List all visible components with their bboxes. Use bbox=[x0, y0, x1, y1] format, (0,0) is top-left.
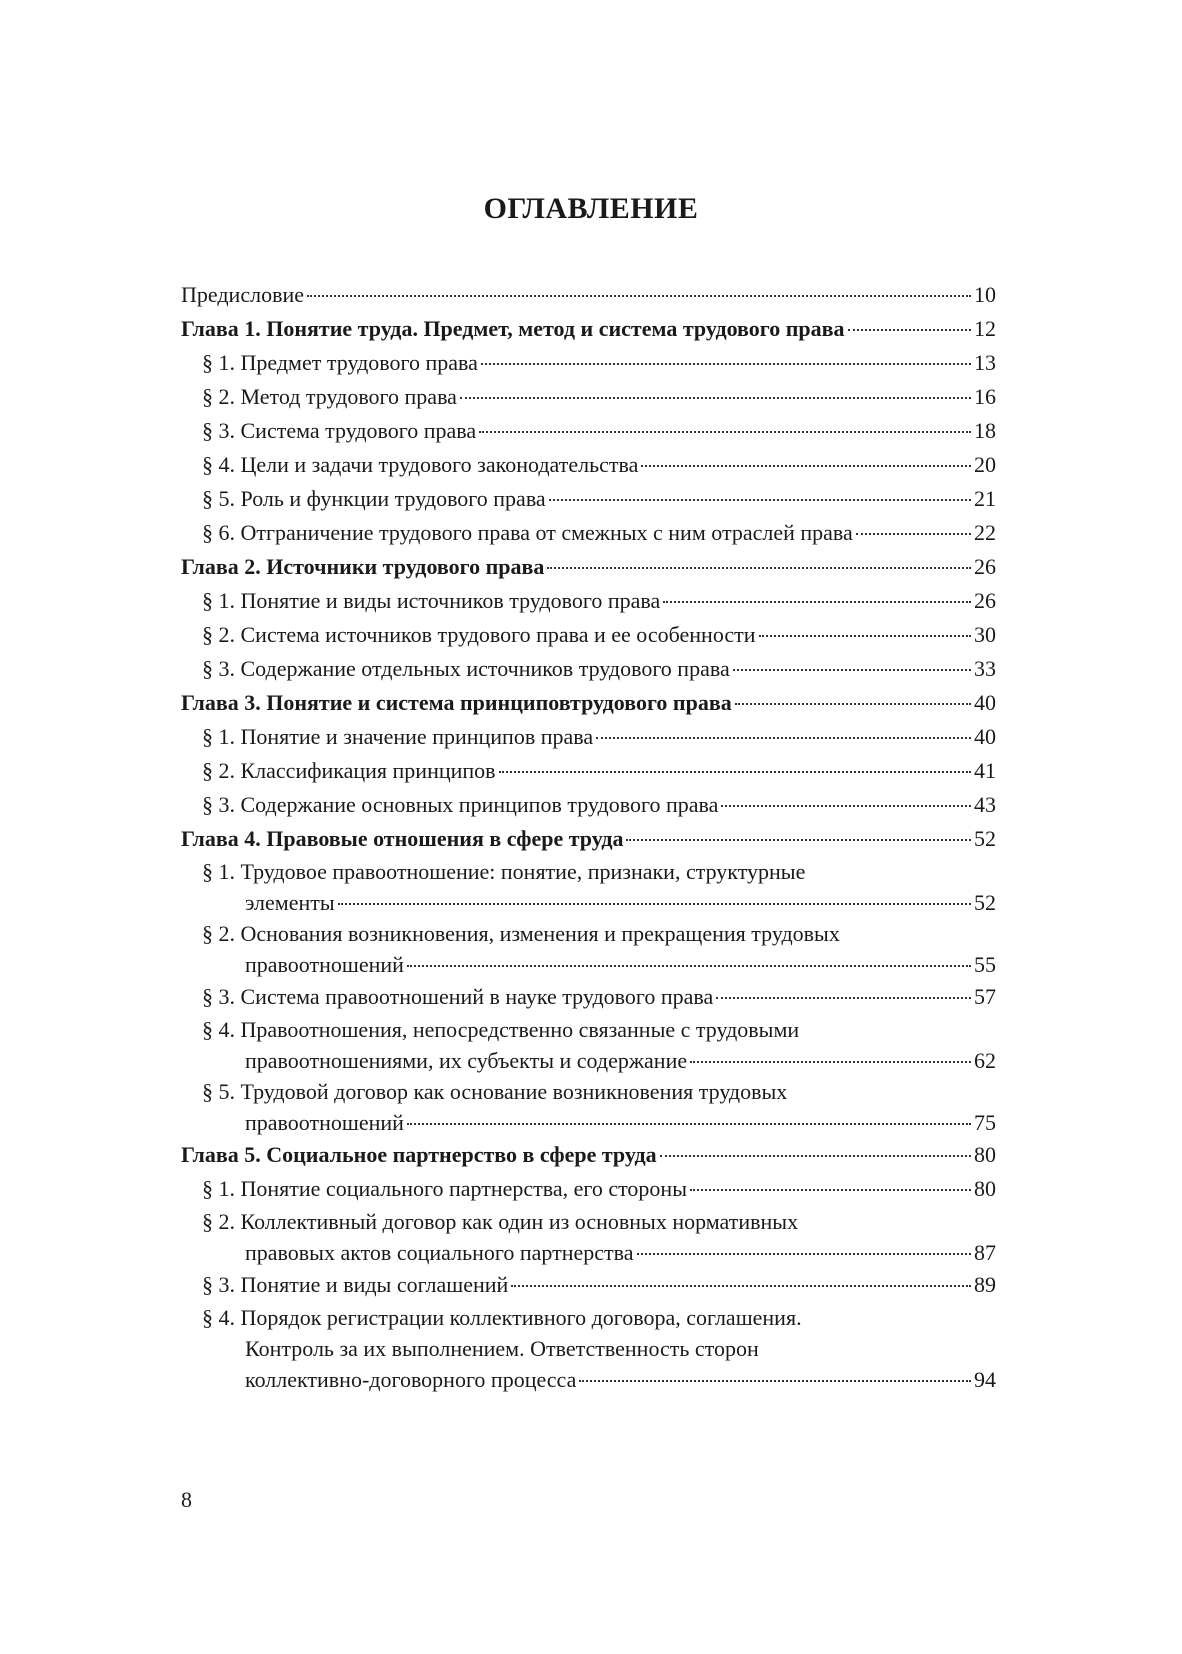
toc-section[interactable] bbox=[181, 1206, 996, 1268]
toc-section[interactable] bbox=[181, 754, 996, 788]
toc-entry-page: 52 bbox=[974, 890, 996, 915]
dot-leader bbox=[660, 1155, 971, 1157]
page-number: 8 bbox=[181, 1487, 192, 1512]
toc-section[interactable] bbox=[181, 346, 996, 380]
toc-entry-title: § 2. Классификация принципов bbox=[202, 758, 496, 783]
toc-entry-page: 80 bbox=[974, 1176, 996, 1201]
toc-entry-page: 22 bbox=[974, 520, 996, 545]
toc-entry-title-line: § 1. Трудовое правоотношение: понятие, признаки, структурные bbox=[202, 859, 806, 884]
toc-entry-page: 12 bbox=[974, 316, 996, 341]
toc-chapter-1[interactable] bbox=[181, 312, 996, 346]
toc-entry-title: элементы bbox=[245, 890, 335, 915]
toc-entry-title: правоотношениями, их субъекты и содержание bbox=[245, 1048, 688, 1073]
toc-entry-page: 87 bbox=[974, 1240, 996, 1265]
toc-entry-title: Глава 4. Правовые отношения в сфере труда bbox=[181, 826, 624, 851]
toc-entry-title: § 1. Понятие и значение принципов права bbox=[202, 724, 594, 749]
dot-leader bbox=[499, 771, 971, 773]
toc-section[interactable] bbox=[181, 516, 996, 550]
toc-entry-title: § 4. Цели и задачи трудового законодательства bbox=[202, 452, 639, 477]
dot-leader bbox=[848, 329, 971, 331]
toc-entry-page: 20 bbox=[974, 452, 996, 477]
dot-leader bbox=[511, 1285, 971, 1287]
toc-entry-page: 41 bbox=[974, 758, 996, 783]
dot-leader bbox=[759, 635, 971, 637]
toc-entry-page: 89 bbox=[974, 1272, 996, 1297]
toc-entry-title: § 3. Система правоотношений в науке трудового права bbox=[202, 984, 714, 1009]
toc-chapter-5[interactable] bbox=[181, 1138, 996, 1172]
toc-section[interactable] bbox=[181, 1014, 996, 1076]
dot-leader bbox=[460, 397, 971, 399]
toc-entry-title: § 2. Система источников трудового права и ее особенности bbox=[202, 622, 756, 647]
toc-entry-title: Предисловие bbox=[181, 282, 304, 307]
toc-entry-title: § 2. Метод трудового права bbox=[202, 384, 457, 409]
dot-leader bbox=[307, 295, 971, 297]
toc-entry-page: 52 bbox=[974, 826, 996, 851]
toc-entry-title: § 3. Содержание отдельных источников трудового права bbox=[202, 656, 730, 681]
toc-section[interactable] bbox=[181, 380, 996, 414]
toc-entry-title: коллективно-договорного процесса bbox=[245, 1367, 577, 1392]
toc-entry-title: § 3. Понятие и виды соглашений bbox=[202, 1272, 509, 1297]
toc-entry-title: § 1. Понятие и виды источников трудового права bbox=[202, 588, 661, 613]
toc-entry-title: § 3. Система трудового права bbox=[202, 418, 477, 443]
toc-section[interactable] bbox=[181, 918, 996, 980]
toc-entry-title-line: Контроль за их выполнением. Ответственность сторон bbox=[245, 1336, 759, 1361]
toc-entry-title: правовых актов социального партнерства bbox=[245, 1240, 634, 1265]
toc-section[interactable] bbox=[181, 652, 996, 686]
toc-entry-title-line: § 4. Порядок регистрации коллективного договора, соглашения. bbox=[202, 1305, 802, 1330]
toc-entry-page: 21 bbox=[974, 486, 996, 511]
toc-entry-page: 40 bbox=[974, 724, 996, 749]
toc-entry-page: 43 bbox=[974, 792, 996, 817]
toc-section[interactable] bbox=[181, 618, 996, 652]
toc-entry-page: 62 bbox=[974, 1048, 996, 1073]
toc-section[interactable] bbox=[181, 720, 996, 754]
toc-entry-title-line: § 2. Основания возникновения, изменения и прекращения трудовых bbox=[202, 921, 840, 946]
toc-entry-title-line: § 2. Коллективный договор как один из основных нормативных bbox=[202, 1209, 799, 1234]
toc-entry-title: § 3. Содержание основных принципов трудового права bbox=[202, 792, 719, 817]
toc-chapter-3[interactable] bbox=[181, 686, 996, 720]
toc-entry-title: Глава 1. Понятие труда. Предмет, метод и система трудового права bbox=[181, 316, 845, 341]
toc-section[interactable] bbox=[181, 414, 996, 448]
page-title: ОГЛАВЛЕНИЕ bbox=[483, 192, 699, 225]
dot-leader bbox=[721, 805, 971, 807]
dot-leader bbox=[856, 533, 971, 535]
toc-entry-page: 30 bbox=[974, 622, 996, 647]
toc-entry-title: Глава 3. Понятие и система принциповтрудового права bbox=[181, 690, 732, 715]
toc-section[interactable] bbox=[181, 856, 996, 918]
toc-section[interactable] bbox=[181, 584, 996, 618]
dot-leader bbox=[338, 903, 971, 905]
dot-leader bbox=[641, 465, 971, 467]
dot-leader bbox=[407, 1123, 971, 1125]
toc-entry-page: 80 bbox=[974, 1142, 996, 1167]
dot-leader bbox=[549, 499, 971, 501]
toc-entry-title: правоотношений bbox=[245, 1110, 404, 1135]
toc-entry-page: 13 bbox=[974, 350, 996, 375]
toc-entry-title: Глава 2. Источники трудового права bbox=[181, 554, 545, 579]
dot-leader bbox=[735, 703, 971, 705]
dot-leader bbox=[690, 1189, 971, 1191]
toc-chapter-2[interactable] bbox=[181, 550, 996, 584]
toc-entry-preface[interactable] bbox=[181, 278, 996, 312]
dot-leader bbox=[663, 601, 971, 603]
toc-entry-page: 94 bbox=[974, 1367, 996, 1392]
toc-entry-title: § 5. Роль и функции трудового права bbox=[202, 486, 546, 511]
toc-section[interactable] bbox=[181, 1172, 996, 1206]
toc-section[interactable] bbox=[181, 482, 996, 516]
toc-entry-title: правоотношений bbox=[245, 952, 404, 977]
dot-leader bbox=[479, 431, 971, 433]
toc-entry-title: § 1. Предмет трудового права bbox=[202, 350, 478, 375]
toc-entry-page: 55 bbox=[974, 952, 996, 977]
dot-leader bbox=[733, 669, 971, 671]
dot-leader bbox=[481, 363, 971, 365]
dot-leader bbox=[547, 567, 971, 569]
dot-leader bbox=[637, 1253, 972, 1255]
dot-leader bbox=[716, 997, 971, 999]
toc-section[interactable] bbox=[181, 1268, 996, 1302]
toc-entry-title: Глава 5. Социальное партнерство в сфере труда bbox=[181, 1142, 657, 1167]
toc-entry-title-line: § 4. Правоотношения, непосредственно связанные с трудовыми bbox=[202, 1017, 800, 1042]
toc-entry-page: 26 bbox=[974, 588, 996, 613]
dot-leader bbox=[626, 839, 971, 841]
toc-entry-page: 16 bbox=[974, 384, 996, 409]
toc-entry-page: 57 bbox=[974, 984, 996, 1009]
toc-section[interactable] bbox=[181, 1076, 996, 1138]
toc-entry-title-line: § 5. Трудовой договор как основание возникновения трудовых bbox=[202, 1079, 788, 1104]
toc-section[interactable] bbox=[181, 448, 996, 482]
toc-section[interactable] bbox=[181, 788, 996, 822]
toc-entry-page: 40 bbox=[974, 690, 996, 715]
toc-section[interactable] bbox=[181, 1302, 996, 1395]
toc-entry-title: § 1. Понятие социального партнерства, его стороны bbox=[202, 1176, 687, 1201]
toc-entry-page: 18 bbox=[974, 418, 996, 443]
table-of-contents bbox=[181, 278, 996, 1395]
toc-chapter-4[interactable] bbox=[181, 822, 996, 856]
dot-leader bbox=[407, 965, 971, 967]
toc-entry-page: 75 bbox=[974, 1110, 996, 1135]
toc-section[interactable] bbox=[181, 980, 996, 1014]
dot-leader bbox=[596, 737, 971, 739]
dot-leader bbox=[579, 1380, 971, 1382]
toc-entry-title: § 6. Отграничение трудового права от смежных с ним отраслей права bbox=[202, 520, 853, 545]
toc-entry-page: 10 bbox=[974, 282, 996, 307]
toc-entry-page: 33 bbox=[974, 656, 996, 681]
dot-leader bbox=[690, 1061, 971, 1063]
toc-entry-page: 26 bbox=[974, 554, 996, 579]
